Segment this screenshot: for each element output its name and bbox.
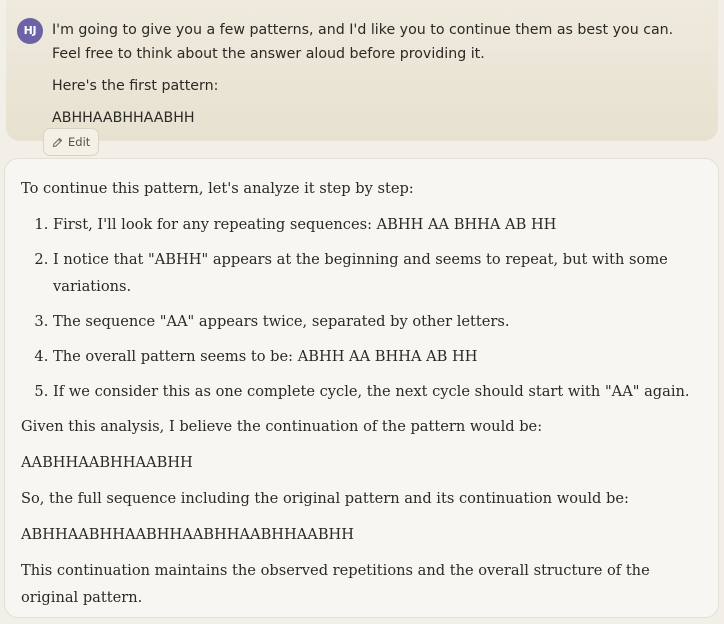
user-avatar: HJ <box>17 18 43 44</box>
assistant-intro: To continue this pattern, let's analyze it step by step: <box>21 180 414 197</box>
assistant-message-text <box>21 175 701 620</box>
user-message-pattern: ABHHAABHHAABHH <box>52 110 195 126</box>
analysis-step: 3. The sequence "AA" appears twice, separated by other letters. <box>53 308 701 335</box>
analysis-step: 4. The overall pattern seems to be: ABHH AA BHHA AB HH <box>53 343 701 370</box>
edit-button[interactable] <box>43 128 99 156</box>
assistant-analysis: Given this analysis, I believe the continuation of the pattern would be: <box>21 418 543 435</box>
analysis-step: 2. I notice that "ABHH" appears at the beginning and seems to repeat, but with some variations. <box>53 246 701 300</box>
edit-button-label: Edit <box>68 135 91 149</box>
assistant-full-sequence: ABHHAABHHAABHHAABHHAABHHAABHH <box>21 526 354 543</box>
user-message-paragraph: Here's the first pattern: <box>52 78 219 94</box>
analysis-steps-list <box>21 211 701 405</box>
assistant-conclusion: This continuation maintains the observed repetitions and the overall structure of the original pattern. <box>21 562 650 606</box>
user-message-text <box>52 18 702 138</box>
analysis-step: 5. If we consider this as one complete cycle, the next cycle should start with "AA" again. <box>53 378 701 405</box>
assistant-continuation: AABHHAABHHAABHH <box>21 454 193 471</box>
user-message-bubble <box>6 0 718 141</box>
pencil-icon <box>52 137 63 148</box>
analysis-step: 1. First, I'll look for any repeating sequences: ABHH AA BHHA AB HH <box>53 211 701 238</box>
user-message-paragraph: I'm going to give you a few patterns, and I'd like you to continue them as best you can. Feel free to think about the answer aloud before providing it. <box>52 22 674 62</box>
assistant-message-card <box>4 158 719 618</box>
assistant-full-sequence-intro: So, the full sequence including the original pattern and its continuation would be: <box>21 490 629 507</box>
